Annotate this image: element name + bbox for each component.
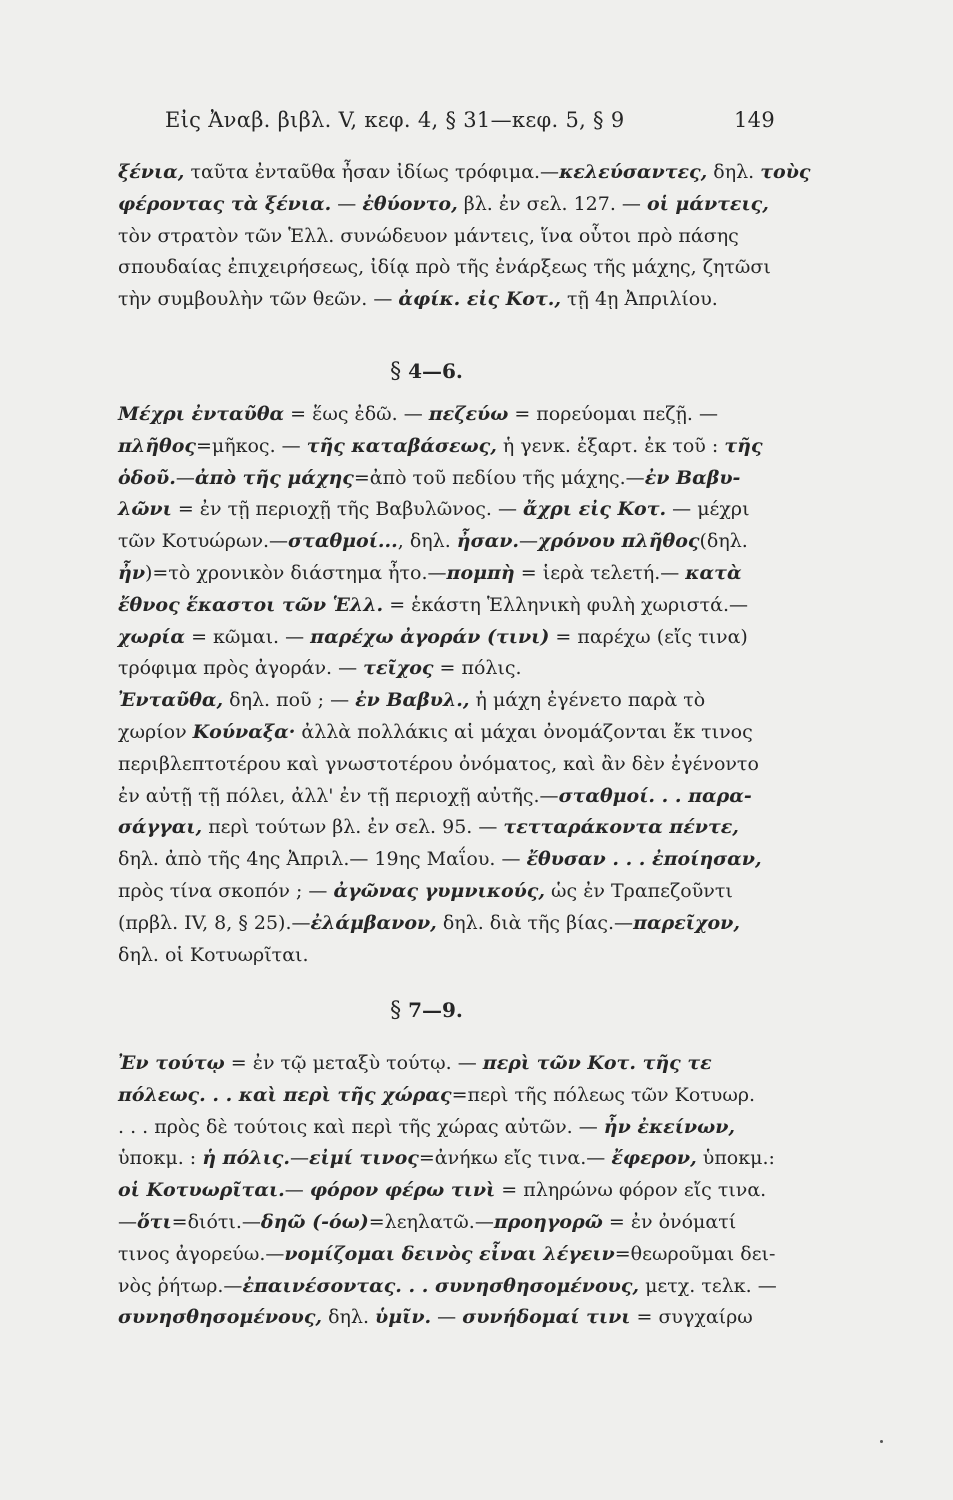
lemma-text: ξένια, xyxy=(118,161,185,183)
gloss-text: =μῆκος. — xyxy=(195,434,307,457)
lemma-text: οἱ Κοτυωρῖται. xyxy=(118,1179,285,1202)
lemma-text: προηγορῶ xyxy=(493,1210,603,1233)
text-line xyxy=(118,1175,784,1207)
page-number: 149 xyxy=(734,108,775,132)
gloss-text: περὶ τούτων βλ. ἐν σελ. 95. — xyxy=(202,816,504,839)
lemma-text: πόλεως. . . καὶ περὶ τῆς χώρας xyxy=(118,1083,452,1106)
text-line xyxy=(118,653,784,685)
gloss-text: , δηλ. xyxy=(397,530,457,553)
text-line xyxy=(118,1048,784,1080)
gloss-text: περιβλεπτοτέρου καὶ γνωστοτέρου ὀνόματος, καὶ ἂν δὲν ἐγένοντο xyxy=(118,752,759,775)
gloss-text: ὑποκμ. : xyxy=(118,1147,203,1170)
text-line xyxy=(118,717,784,749)
gloss-text: ἐν αὐτῇ τῇ πόλει, ἀλλ' ἐν τῇ περιοχῇ αὐτῆς.— xyxy=(118,784,559,807)
gloss-text: δηλ. xyxy=(322,1306,376,1329)
lemma-text: εἰμί τινος xyxy=(308,1147,419,1170)
text-line xyxy=(118,590,784,622)
commentary-section-7-9 xyxy=(118,1048,784,1334)
gloss-text: τινος ἀγορεύω.— xyxy=(118,1242,285,1265)
section-heading-text: 7—9. xyxy=(408,998,463,1022)
lemma-text: ἀπὸ τῆς μάχης xyxy=(194,466,354,489)
text-line xyxy=(118,1112,784,1144)
text-line xyxy=(118,558,784,590)
text-line xyxy=(118,1271,784,1303)
lemma-text: οἱ μάντεις, xyxy=(646,192,769,215)
gloss-text: — xyxy=(118,1210,137,1233)
lemma-text: ἔφερον, xyxy=(611,1147,697,1170)
text-line xyxy=(118,157,811,189)
text-line xyxy=(118,1143,784,1175)
text-line xyxy=(118,252,784,284)
text-line xyxy=(118,622,784,654)
lemma-text: ἄχρι εἰς Κοτ. xyxy=(523,498,667,521)
gloss-text: = ἑκάστη Ἑλληνικὴ φυλὴ χωριστά.— xyxy=(383,593,749,616)
text-line xyxy=(118,189,784,221)
lemma-text: ἡ πόλις. xyxy=(202,1147,290,1170)
lemma-text: τῆς καταβάσεως, xyxy=(306,434,497,457)
gloss-text: μετχ. τελκ. — xyxy=(639,1274,777,1297)
gloss-text: δηλ. ἀπὸ τῆς 4ης Ἀπριλ.— 19ης Μαΐου. — xyxy=(118,848,527,871)
paper-speck xyxy=(880,1440,883,1443)
lemma-text: πομπὴ xyxy=(446,561,515,584)
lemma-text: χωρία xyxy=(118,625,186,648)
lemma-text: πεζεύω xyxy=(428,403,509,425)
lemma-text: σταθμοί... xyxy=(288,530,398,553)
lemma-text: ὑμῖν. xyxy=(375,1306,432,1329)
lemma-text: ἦσαν. xyxy=(456,530,520,553)
section-heading-text: 4—6. xyxy=(408,359,463,383)
gloss-text: . . . πρὸς δὲ τούτοις καὶ περὶ τῆς χώρας αὐτῶν. — xyxy=(118,1115,604,1138)
gloss-text: ἡ μάχη ἐγένετο παρὰ τὸ xyxy=(469,689,706,712)
gloss-text: ἡ γενκ. ἐξαρτ. ἐκ τοῦ : xyxy=(496,434,725,457)
gloss-text: — xyxy=(519,530,539,553)
lemma-text: τῆς xyxy=(724,434,763,457)
gloss-text: = ἐν τῷ μεταξὺ τούτῳ. — xyxy=(224,1052,483,1074)
lemma-text: ἐθύοντο, xyxy=(362,192,458,215)
gloss-text: δηλ. διὰ τῆς βίας.— xyxy=(436,911,634,934)
lemma-text: πλῆθος xyxy=(118,434,196,457)
gloss-text: — μέχρι xyxy=(666,498,750,521)
running-head: Εἰς Ἀναβ. βιβλ. V, κεφ. 4, § 31—κεφ. 5, § 9 xyxy=(165,108,625,132)
gloss-text: = πόλις. xyxy=(433,657,522,680)
lemma-text: τεῖχος xyxy=(363,657,434,680)
text-line xyxy=(118,940,784,972)
gloss-text: ἀλλὰ πολλάκις αἱ μάχαι ὀνομάζονται ἔκ τινος xyxy=(295,720,753,743)
section-heading-4-6 xyxy=(0,359,903,384)
gloss-text: βλ. ἐν σελ. 127. — xyxy=(457,192,647,215)
text-line xyxy=(118,1207,784,1239)
gloss-text: — xyxy=(431,1306,463,1329)
lemma-text: ἀγῶνας γυμνικούς, xyxy=(333,879,545,902)
gloss-text: δηλ. xyxy=(707,161,761,183)
lemma-text: χρόνου πλῆθος xyxy=(538,530,700,553)
gloss-text: — xyxy=(289,1147,309,1170)
lemma-text: λῶνι xyxy=(118,498,172,521)
gloss-text: =περὶ τῆς πόλεως τῶν Κοτυωρ. xyxy=(451,1083,756,1106)
gloss-text: — xyxy=(175,466,195,489)
lemma-text: νομίζομαι δεινὸς εἶναι λέγειν xyxy=(284,1242,615,1265)
text-line xyxy=(118,844,784,876)
lemma-text: Κούναξα· xyxy=(192,720,296,743)
gloss-text: νὸς ῥήτωρ.— xyxy=(118,1274,243,1297)
gloss-text: = πορεύομαι πεζῇ. — xyxy=(508,403,718,425)
gloss-text: = πληρώνω φόρον εἴς τινα. xyxy=(495,1179,767,1202)
gloss-text: =θεωροῦμαι δει- xyxy=(614,1242,776,1265)
gloss-text: = ἐν ὀνόματί xyxy=(602,1210,737,1233)
lemma-text: ἔθνος ἕκαστοι τῶν Ἑλλ. xyxy=(118,593,384,616)
section-heading-7-9 xyxy=(0,998,903,1023)
text-line xyxy=(118,781,784,813)
commentary-section-4-6 xyxy=(118,399,784,971)
gloss-text: ὡς ἐν Τραπεζοῦντι xyxy=(545,879,733,902)
gloss-text: τὴν συμβουλὴν τῶν θεῶν. — xyxy=(118,288,399,311)
lemma-text: Μέχρι ἐνταῦθα xyxy=(118,403,285,425)
lemma-text: φόρον φέρω τινὶ xyxy=(309,1179,496,1202)
lemma-text: τετταράκοντα πέντε, xyxy=(503,816,739,839)
gloss-text: (δηλ. xyxy=(699,530,748,553)
gloss-text: σπουδαίας ἐπιχειρήσεως, ἰδίᾳ πρὸ τῆς ἐνάρξεως τῆς μάχης, ζητῶσι xyxy=(118,256,771,279)
lemma-text: Ἐνταῦθα, xyxy=(118,689,224,712)
lemma-text: ἐν Βαβυ- xyxy=(644,466,741,489)
text-line xyxy=(118,221,784,253)
text-line xyxy=(118,399,784,431)
gloss-text: τῇ 4ῃ Ἀπριλίου. xyxy=(561,288,718,311)
lemma-text: ὁδοῦ. xyxy=(118,466,176,489)
text-line xyxy=(118,463,784,495)
text-line xyxy=(118,284,784,316)
gloss-text: — xyxy=(331,192,363,215)
gloss-text: =ἀπὸ τοῦ πεδίου τῆς μάχης.— xyxy=(353,466,645,489)
lemma-text: σταθμοί. . . παρα- xyxy=(558,784,752,807)
text-line xyxy=(118,908,784,940)
gloss-text: = παρέχω (εἴς τινα) xyxy=(549,625,748,648)
text-line xyxy=(118,812,784,844)
gloss-text: ταῦτα ἐνταῦθα ἦσαν ἰδίως τρόφιμα.— xyxy=(184,161,560,183)
lemma-text: ὅτι xyxy=(137,1210,172,1233)
lemma-text: ἦν ἐκείνων, xyxy=(603,1115,735,1138)
gloss-text: τρόφιμα πρὸς ἀγοράν. — xyxy=(118,657,364,680)
text-line xyxy=(118,526,784,558)
lemma-text: ἐν Βαβυλ., xyxy=(355,689,470,712)
text-line xyxy=(118,749,784,781)
gloss-text: τῶν Κοτυώρων.— xyxy=(118,530,289,553)
gloss-text: = ἕως ἐδῶ. — xyxy=(284,403,429,425)
lemma-text: σάγγαι, xyxy=(118,816,203,839)
text-line xyxy=(118,494,784,526)
section-sign: § xyxy=(390,359,409,384)
lemma-text: ἦν xyxy=(118,561,145,584)
lemma-text: κελεύσαντες, xyxy=(559,161,708,183)
gloss-text: = συγχαίρω xyxy=(630,1306,753,1329)
lemma-text: φέροντας τὰ ξένια. xyxy=(118,192,332,215)
lemma-text: ἔθυσαν . . . ἐποίησαν, xyxy=(526,848,762,871)
lemma-text: συνησθησομένους, xyxy=(118,1306,323,1329)
lemma-text: Ἐν τούτῳ xyxy=(118,1052,225,1074)
gloss-text: = κῶμαι. — xyxy=(185,625,311,648)
gloss-text: = ἱερὰ τελετή.— xyxy=(514,561,686,584)
commentary-paragraph-1 xyxy=(118,157,811,316)
gloss-text: )=τὸ χρονικὸν διάστημα ἦτο.— xyxy=(145,561,447,584)
text-line xyxy=(118,876,784,908)
text-line xyxy=(118,685,784,717)
lemma-text: παρέχω ἀγοράν (τινι) xyxy=(310,625,550,648)
section-sign: § xyxy=(390,998,409,1023)
lemma-text: κατὰ xyxy=(685,561,742,584)
gloss-text: = ἐν τῇ περιοχῇ τῆς Βαβυλῶνος. — xyxy=(171,498,524,521)
lemma-text: ἀφίκ. εἰς Κοτ., xyxy=(398,288,561,311)
gloss-text: =λεηλατῶ.— xyxy=(368,1210,494,1233)
text-line xyxy=(118,1302,784,1334)
lemma-text: παρεῖχον, xyxy=(633,911,740,934)
lemma-text: περὶ τῶν Κοτ. τῆς τε xyxy=(482,1052,712,1074)
gloss-text: — xyxy=(284,1179,310,1202)
gloss-text: πρὸς τίνα σκοπόν ; — xyxy=(118,879,334,902)
lemma-text: συνήδομαί τινι xyxy=(462,1306,631,1329)
text-line xyxy=(118,431,784,463)
gloss-text: χωρίον xyxy=(118,720,193,743)
gloss-text: ὑποκμ.: xyxy=(696,1147,775,1170)
gloss-text: =ἀνήκω εἴς τινα.— xyxy=(418,1147,612,1170)
gloss-text: (πρβλ. IV, 8, § 25).— xyxy=(118,911,311,934)
gloss-text: =διότι.— xyxy=(171,1210,261,1233)
gloss-text: δηλ. ποῦ ; — xyxy=(223,689,356,712)
text-line xyxy=(118,1080,784,1112)
lemma-text: τοὺς xyxy=(760,161,811,183)
text-line xyxy=(118,1239,784,1271)
lemma-text: ἐπαινέσοντας. . . συνησθησομένους, xyxy=(242,1274,640,1297)
lemma-text: δηῶ (-όω) xyxy=(260,1210,369,1233)
gloss-text: τὸν στρατὸν τῶν Ἑλλ. συνώδευον μάντεις, ἵνα οὗτοι πρὸ πάσης xyxy=(118,224,739,247)
lemma-text: ἐλάμβανον, xyxy=(310,911,437,934)
gloss-text: δηλ. οἱ Κοτυωρῖται. xyxy=(118,943,309,966)
